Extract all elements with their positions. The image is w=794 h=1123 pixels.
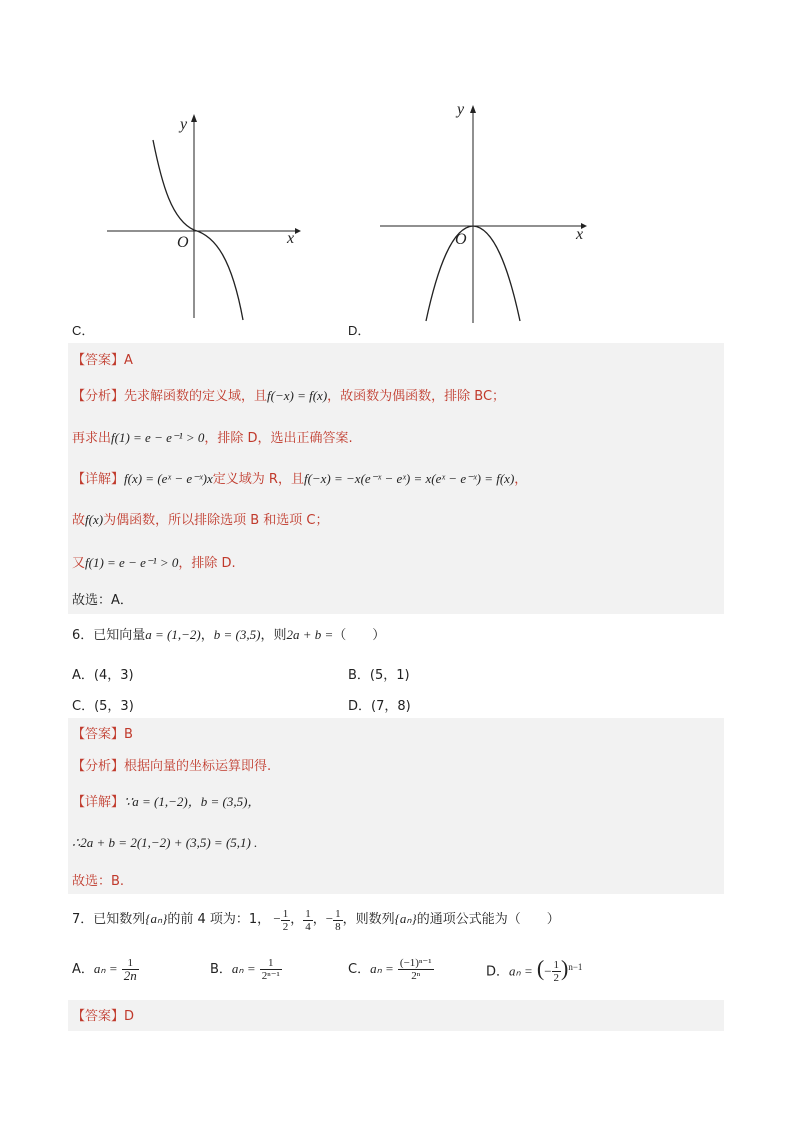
q6-option-a: A．(4，3) bbox=[72, 668, 134, 683]
q7-option-d: D．aₙ = (− $\frac{1}{2}$ )$^{n-1}$ bbox=[486, 955, 583, 985]
q5-choose: 故选：A． bbox=[72, 593, 133, 608]
graph-c-x-label: x bbox=[287, 230, 295, 247]
graph-d bbox=[378, 95, 593, 325]
graph-d-label: D． bbox=[348, 323, 371, 338]
q7-term-4: $\frac{1}{8}$ bbox=[335, 907, 341, 933]
q7-solution-band bbox=[68, 1000, 724, 1031]
graph-c-y-label: y bbox=[180, 116, 188, 133]
q5-detail-line-3: 又f(1) = e − e⁻¹ > 0，排除 D. bbox=[72, 555, 236, 571]
q7-option-c: C．aₙ = $\frac{\text{(−1)ⁿ⁻¹}}{\text{2ⁿ}}$ bbox=[348, 957, 432, 982]
q6-choose: 故选：B. bbox=[72, 874, 125, 889]
q5-answer: 【答案】A bbox=[72, 353, 133, 368]
q5-detail-line-1: 【详解】f(x) = (eˣ − e⁻ˣ)x定义域为 R，且f(−x) = −x(e⁻ˣ − eˣ) = x(eˣ − e⁻ˣ) = f(x)， bbox=[72, 471, 528, 487]
q7-term-3: $\frac{1}{4}$ bbox=[305, 907, 311, 933]
q7-option-a: A．aₙ = $\frac{1}{2n}$ bbox=[72, 957, 137, 983]
graph-c-origin-label: O bbox=[177, 234, 189, 251]
q7-option-b: B．aₙ = $\frac{1}{\text{2ⁿ⁻¹}}$ bbox=[210, 957, 280, 982]
q5-analysis-line-2: 再求出f(1) = e − e⁻¹ > 0，排除 D，选出正确答案. bbox=[72, 430, 353, 446]
q6-detail-line-2: ∴2a + b = 2(1,−2) + (3,5) = (5,1) . bbox=[72, 835, 258, 850]
q5-detail-line-2: 故f(x)为偶函数，所以排除选项 B 和选项 C； bbox=[72, 512, 329, 528]
graph-d-y-label: y bbox=[457, 101, 465, 118]
q6-analysis: 【分析】根据向量的坐标运算即得. bbox=[72, 759, 272, 774]
q6-detail-line-1: 【详解】∵a = (1,−2)，b = (3,5)， bbox=[72, 794, 261, 810]
q6-option-c: C．(5，3) bbox=[72, 699, 134, 714]
q7-stem: 7．已知数列{aₙ}的前 4 项为：1， − $\frac{1}{2}$ ， $\frac{1}{4}$ ，− $\frac{1}{8}$ ，则数列{aₙ}的通项公式能为（ ） bbox=[72, 907, 560, 933]
q6-option-d: D．(7，8) bbox=[348, 699, 411, 714]
graph-d-origin-label: O bbox=[455, 231, 467, 248]
graph-c-label: C． bbox=[72, 323, 95, 338]
q5-analysis-line-1: 【分析】先求解函数的定义域，且f(−x) = f(x)，故函数为偶函数，排除 BC； bbox=[72, 388, 506, 404]
q6-answer: 【答案】B bbox=[72, 727, 133, 742]
graph-d-x-label: x bbox=[576, 226, 584, 243]
q6-option-b: B．(5，1) bbox=[348, 668, 410, 683]
graph-c bbox=[100, 110, 310, 325]
q6-stem: 6．已知向量a = (1,−2)，b = (3,5)，则2a + b =（ ） bbox=[72, 627, 386, 643]
q7-answer: 【答案】D bbox=[72, 1009, 135, 1024]
q7-term-2: $\frac{1}{2}$ bbox=[282, 907, 289, 933]
